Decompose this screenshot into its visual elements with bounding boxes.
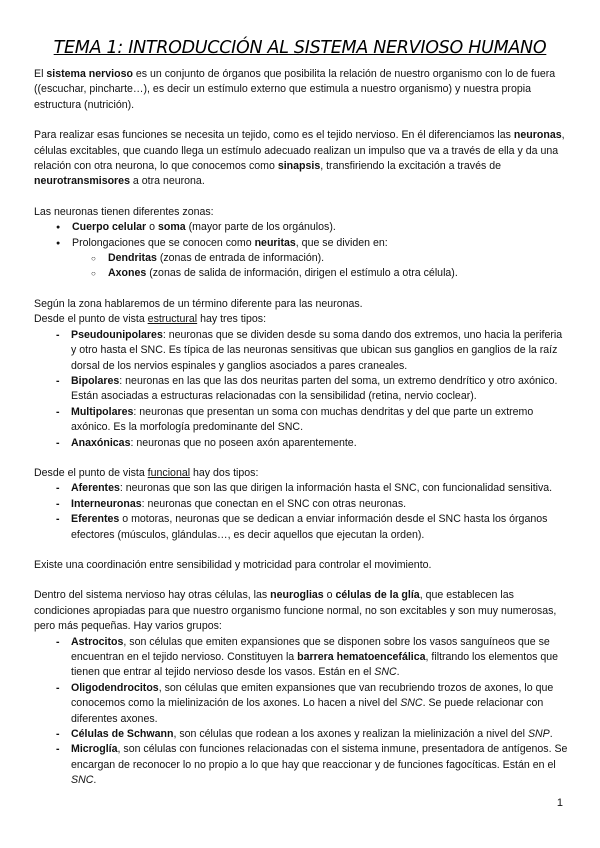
text: El — [34, 68, 47, 80]
text: : neuronas en las que las dos neuritas parten del soma, un extremo dendrítico y otro axónico. Están asociadas a estructuras relacionadas con la sensibilidad (retina, nervio coclear). — [71, 374, 558, 403]
list-item — [34, 328, 568, 374]
term-neuronas: neuronas — [513, 129, 562, 142]
text: . — [549, 728, 553, 741]
list-item-astrocitos — [34, 635, 568, 681]
estructural-intro-1: Según la zona hablaremos de un término diferente para las neuronas. — [34, 297, 363, 310]
text: , que establecen las condiciones apropiadas para que nuestro organismo funcione normal, no son excitables y son muy numerosas, pero más pequeñas. Hay varios grupos: — [34, 589, 557, 633]
term: soma — [157, 221, 186, 234]
text: . — [396, 666, 400, 679]
underlined-term: funcional — [147, 466, 191, 479]
term: Oligodendrocitos — [71, 681, 159, 694]
text: , son células que rodean a los axones y realizan la mielinización a nivel del — [173, 728, 528, 741]
text: Desde el punto de vista — [34, 313, 148, 326]
text: hay tres tipos: — [197, 313, 267, 326]
text: , células excitables, que cuando llega un estímulo adecuado realizan un impulso que va a través de ella y da una relación con otra neurona, lo que conocemos como — [34, 129, 565, 173]
list-item — [34, 405, 568, 436]
list-item — [34, 481, 568, 496]
list-item — [34, 374, 568, 405]
term: barrera hematoencefálica — [297, 651, 426, 663]
list-item — [34, 497, 568, 512]
text: : neuronas que conectan en el SNC con otras neuronas. — [141, 497, 407, 510]
estructural-intro-2 — [34, 312, 568, 327]
text: Para realizar esas funciones se necesita un tejido, como es el tejido nervioso. En él diferenciamos las — [34, 129, 514, 142]
term: Astrocitos — [71, 635, 124, 648]
zones-list — [34, 220, 568, 251]
term: Interneuronas — [71, 497, 142, 510]
estructural-list — [34, 328, 568, 451]
term-neurotransmisores: neurotransmisores — [34, 175, 130, 188]
italic-term: SNC — [374, 666, 397, 679]
list-item-schwann — [34, 727, 568, 742]
italic-term: SNC — [71, 774, 94, 787]
text: o motoras, neuronas que se dedican a enviar información desde el SNC hasta los órganos efectores (músculos, glándulas…, es decir aquellos que ejecutan la orden). — [71, 513, 548, 541]
paragraph-sistema-nervioso — [34, 67, 568, 113]
document-title: TEMA 1: INTRODUCCIÓN AL SISTEMA NERVIOSO HUMANO — [53, 38, 547, 58]
term: Aferentes — [71, 482, 120, 495]
text: Dentro del sistema nervioso hay otras células, las — [34, 589, 271, 602]
text: o — [323, 589, 336, 602]
term: Microglía — [71, 743, 118, 756]
text: , transfiriendo la excitación a través de — [320, 160, 501, 173]
text: o — [146, 221, 158, 234]
term: Anaxónicas — [71, 436, 131, 449]
list-item — [34, 436, 568, 451]
paragraph-neuroglias — [34, 588, 568, 634]
funcional-list — [34, 481, 568, 543]
text: , son células que emiten expansiones que van recubriendo trozos de axones, lo que conocemos como la mielinización de los axones. Lo hacen a nivel del — [71, 681, 554, 710]
text: hay dos tipos: — [190, 466, 259, 479]
glia-list — [34, 635, 568, 789]
text: : neuronas que son las que dirigen la información hasta el SNC, con funcionalidad sensitiva. — [119, 482, 553, 495]
list-item-microglia — [34, 742, 568, 788]
text: : neuronas que se dividen desde su soma dando dos extremos, uno hacia la periferia y otro hasta el SNC. Es típica de las neuronas sensitivas que ubican sus ganglios en ganglios de la raíz dorsal de los nervios espinales y ganglios asociados a pares craneales. — [71, 328, 563, 372]
document-body — [34, 67, 568, 789]
page-number: 1 — [556, 797, 563, 809]
list-item-prolongaciones — [34, 236, 568, 251]
list-item — [34, 512, 568, 543]
text: Prolongaciones que se conocen como — [72, 236, 255, 249]
term-neuroglias: neuroglias — [270, 589, 324, 602]
term: Cuerpo celular — [72, 221, 147, 234]
paragraph-coordinacion: Existe una coordinación entre sensibilidad y motricidad para controlar el movimiento. — [34, 558, 432, 571]
text: (mayor parte de los orgánulos). — [185, 221, 336, 234]
text: , que se dividen en: — [295, 236, 388, 249]
text: , son células que emiten expansiones que se disponen sobre los vasos sanguíneos que se encuentran en el tejido nervioso. Constituyen la — [71, 635, 550, 663]
text: . Se puede relacionar con diferentes axones. — [71, 697, 544, 725]
text: (zonas de salida de información, dirigen el estímulo a otra célula). — [146, 267, 458, 280]
term-celulas-glia: células de la glía — [335, 589, 420, 602]
term: Dendritas — [108, 252, 157, 265]
term: Multipolares — [71, 405, 134, 418]
funcional-intro — [34, 466, 568, 481]
term: Axones — [108, 267, 147, 280]
list-item-axones — [34, 266, 568, 281]
term-sinapsis: sinapsis — [277, 160, 321, 173]
zones-intro: Las neuronas tienen diferentes zonas: — [34, 205, 214, 218]
underlined-term: estructural — [147, 313, 198, 326]
text: (zonas de entrada de información). — [156, 252, 325, 265]
text: a otra neurona. — [129, 175, 205, 188]
paragraph-tejido-nervioso — [34, 128, 568, 190]
term: Pseudounipolares — [71, 328, 163, 341]
term-sistema-nervioso: sistema nervioso — [46, 68, 133, 80]
text: : neuronas que presentan un soma con muchas dendritas y del que parte un extremo axónico. Es la morfología predominante del SNC. — [71, 405, 534, 434]
text: , filtrando los elementos que tienen que entrar al tejido nervioso desde los vasos. Están en el — [71, 651, 559, 679]
text: : neuronas que no poseen axón aparentemente. — [130, 436, 357, 449]
text: , son células con funciones relacionadas con el sistema inmune, presentadora de antígenos. Se encargan de reconocer lo no propio a lo que hay que reaccionar y de funciones fagocíticas. Están en el — [71, 743, 568, 771]
text: . — [93, 774, 97, 787]
term: neuritas — [254, 236, 296, 249]
neuritas-list — [34, 251, 568, 282]
italic-term: SNC — [400, 697, 423, 710]
term: Eferentes — [71, 513, 120, 526]
text: es un conjunto de órganos que posibilita la relación de nuestro organismo con lo de fuera ((escuchar, pincharte…), es decir un estímulo externo que estimula a nuestro organismo) y nuestra propia estructura (nutrición). — [34, 68, 556, 111]
term: Células de Schwann — [71, 728, 174, 741]
term: Bipolares — [71, 374, 120, 387]
italic-term: SNP — [527, 728, 550, 741]
text: Desde el punto de vista — [34, 466, 148, 479]
list-item-soma — [34, 220, 568, 235]
list-item-oligodendrocitos — [34, 681, 568, 727]
list-item-dendritas — [34, 251, 568, 266]
